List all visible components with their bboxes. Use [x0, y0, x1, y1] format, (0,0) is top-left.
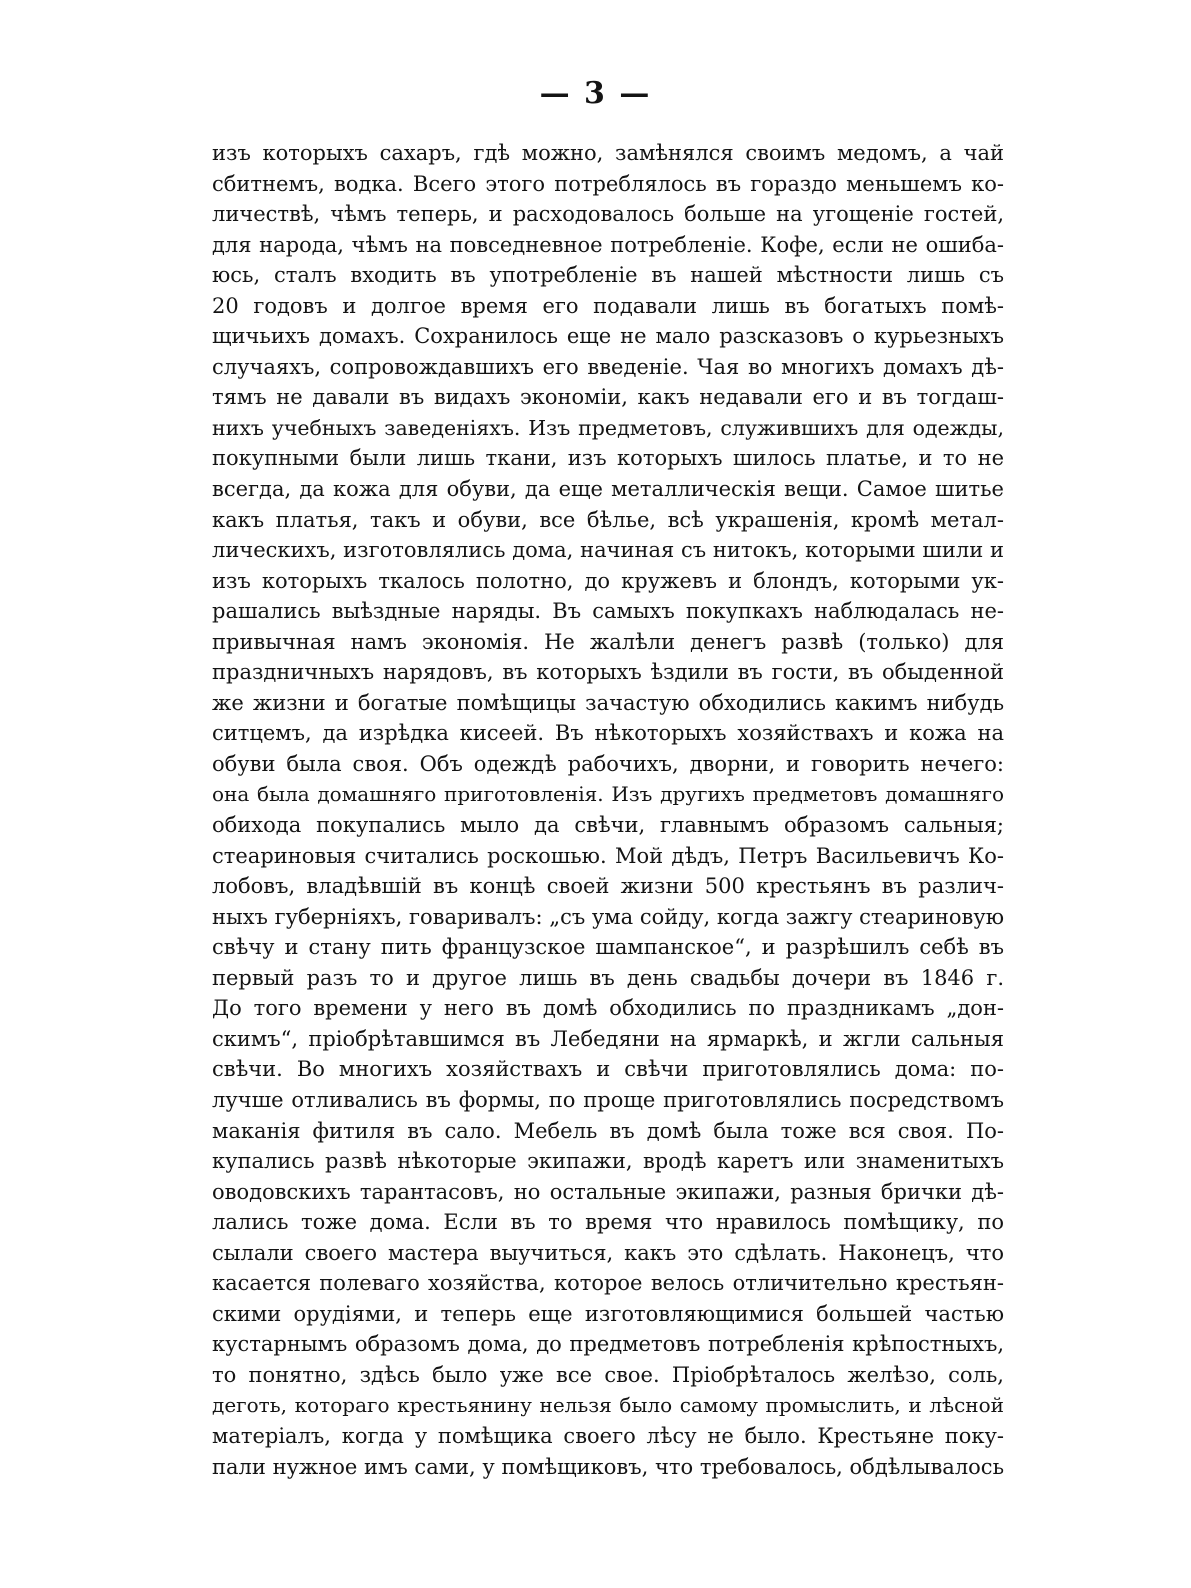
text-line: всегда, да кожа для обуви, да еще металлическія вещи. Самое шитье — [212, 477, 1004, 502]
text-line: 20 годовъ и долгое время его подавали лишь въ богатыхъ помѣ- — [212, 293, 1004, 318]
text-line: изъ которыхъ сахаръ, гдѣ можно, замѣнялся своимъ медомъ, а чай — [212, 141, 1004, 165]
text-line: лучше отливались въ формы, по проще приготовлялись посредствомъ — [212, 1087, 1004, 1112]
body-text — [212, 138, 1004, 1482]
page-number: — 3 — — [539, 76, 652, 111]
text-line: тямъ не давали въ видахъ экономіи, какъ недавали его и въ тогдаш- — [212, 385, 1004, 410]
text-line: юсь, сталъ входить въ употребленіе въ нашей мѣстности лишь съ — [212, 263, 1004, 288]
text-line: касается полеваго хозяйства, которое велось отличительно крестьян- — [212, 1271, 1004, 1296]
text-line: До того времени у него въ домѣ обходились по праздникамъ „дон- — [212, 996, 1004, 1021]
text-line: изъ которыхъ ткалось полотно, до кружевъ и блондъ, которыми ук- — [212, 568, 1004, 593]
text-line: ситцемъ, да изрѣдка кисеей. Въ нѣкоторыхъ хозяйствахъ и кожа на — [212, 721, 1004, 746]
text-line: лобовъ, владѣвшій въ концѣ своей жизни 500 крестьянъ въ различ- — [212, 874, 1004, 899]
text-line: какъ платья, такъ и обуви, все бѣлье, всѣ украшенія, кромѣ метал- — [212, 507, 1004, 532]
text-line: обихода покупались мыло да свѣчи, главнымъ образомъ сальныя; — [212, 813, 1004, 838]
text-line: деготь, котораго крестьянину нельзя было самому промыслить, и лѣсной — [212, 1393, 1004, 1418]
text-line: пали нужное имъ сами, у помѣщиковъ, что требовалось, обдѣлывалось — [212, 1454, 1004, 1479]
text-line: рашались выѣздные наряды. Въ самыхъ покупкахъ наблюдалась не- — [212, 599, 1004, 624]
text-line: матеріалъ, когда у помѣщика своего лѣсу не было. Крестьяне поку- — [212, 1423, 1004, 1448]
text-line: случаяхъ, сопровождавшихъ его введеніе. Чая во многихъ домахъ дѣ- — [212, 354, 1004, 379]
text-line: нихъ учебныхъ заведеніяхъ. Изъ предметовъ, служившихъ для одежды, — [212, 415, 1004, 440]
text-line: щичьихъ домахъ. Сохранилось еще не мало разсказовъ о курьезныхъ — [212, 324, 1004, 349]
text-line: она была домашняго приготовленія. Изъ другихъ предметовъ домашняго — [212, 782, 1004, 807]
text-line: ныхъ губерніяхъ, говаривалъ: „съ ума сойду, когда зажгу стеариновую — [212, 904, 1004, 929]
text-line: свѣчи. Во многихъ хозяйствахъ и свѣчи приготовлялись дома: по- — [212, 1057, 1004, 1082]
text-line: купались развѣ нѣкоторые экипажи, вродѣ каретъ или знаменитыхъ — [212, 1149, 1004, 1174]
text-line: лическихъ, изготовлялись дома, начиная съ нитокъ, которыми шили и — [212, 538, 1004, 563]
text-line: свѣчу и стану пить французское шампанское“, и разрѣшилъ себѣ въ — [212, 935, 1004, 960]
text-line: скимъ“, пріобрѣтавшимся въ Лебедяни на ярмаркѣ, и жгли сальныя — [212, 1026, 1004, 1051]
text-line: обуви была своя. Объ одеждѣ рабочихъ, дворни, и говорить нечего: — [212, 751, 1004, 776]
text-line: скими орудіями, и теперь еще изготовляющимися большей частью — [212, 1301, 1004, 1326]
text-line: сбитнемъ, водка. Всего этого потреблялось въ гораздо меньшемъ ко- — [212, 171, 1004, 196]
text-line: же жизни и богатые помѣщицы зачастую обходились какимъ нибудь — [212, 690, 1004, 715]
text-line: то понятно, здѣсь было уже все свое. Пріобрѣталось желѣзо, соль, — [212, 1362, 1004, 1387]
text-line: первый разъ то и другое лишь въ день свадьбы дочери въ 1846 г. — [212, 965, 1004, 990]
text-line: для народа, чѣмъ на повседневное потребленіе. Кофе, если не ошиба- — [212, 232, 1004, 257]
text-line: стеариновыя считались роскошью. Мой дѣдъ, Петръ Васильевичъ Ко- — [212, 843, 1004, 868]
text-line: покупными были лишь ткани, изъ которыхъ шилось платье, и то не — [212, 446, 1004, 471]
text-line: праздничныхъ нарядовъ, въ которыхъ ѣздили въ гости, въ обыденной — [212, 660, 1004, 685]
text-line: кустарнымъ образомъ дома, до предметовъ потребленія крѣпостныхъ, — [212, 1332, 1004, 1357]
text-line: оводовскихъ тарантасовъ, но остальные экипажи, разныя брички дѣ- — [212, 1179, 1004, 1204]
text-line: сылали своего мастера выучиться, какъ это сдѣлать. Наконецъ, что — [212, 1240, 1004, 1265]
text-line: личествѣ, чѣмъ теперь, и расходовалось больше на угощеніе гостей, — [212, 202, 1004, 227]
text-line: лались тоже дома. Если въ то время что нравилось помѣщику, по — [212, 1210, 1004, 1235]
text-line: привычная намъ экономія. Не жалѣли денегъ развѣ (только) для — [212, 629, 1004, 654]
text-line: маканія фитиля въ сало. Мебель въ домѣ была тоже вся своя. По- — [212, 1118, 1004, 1143]
